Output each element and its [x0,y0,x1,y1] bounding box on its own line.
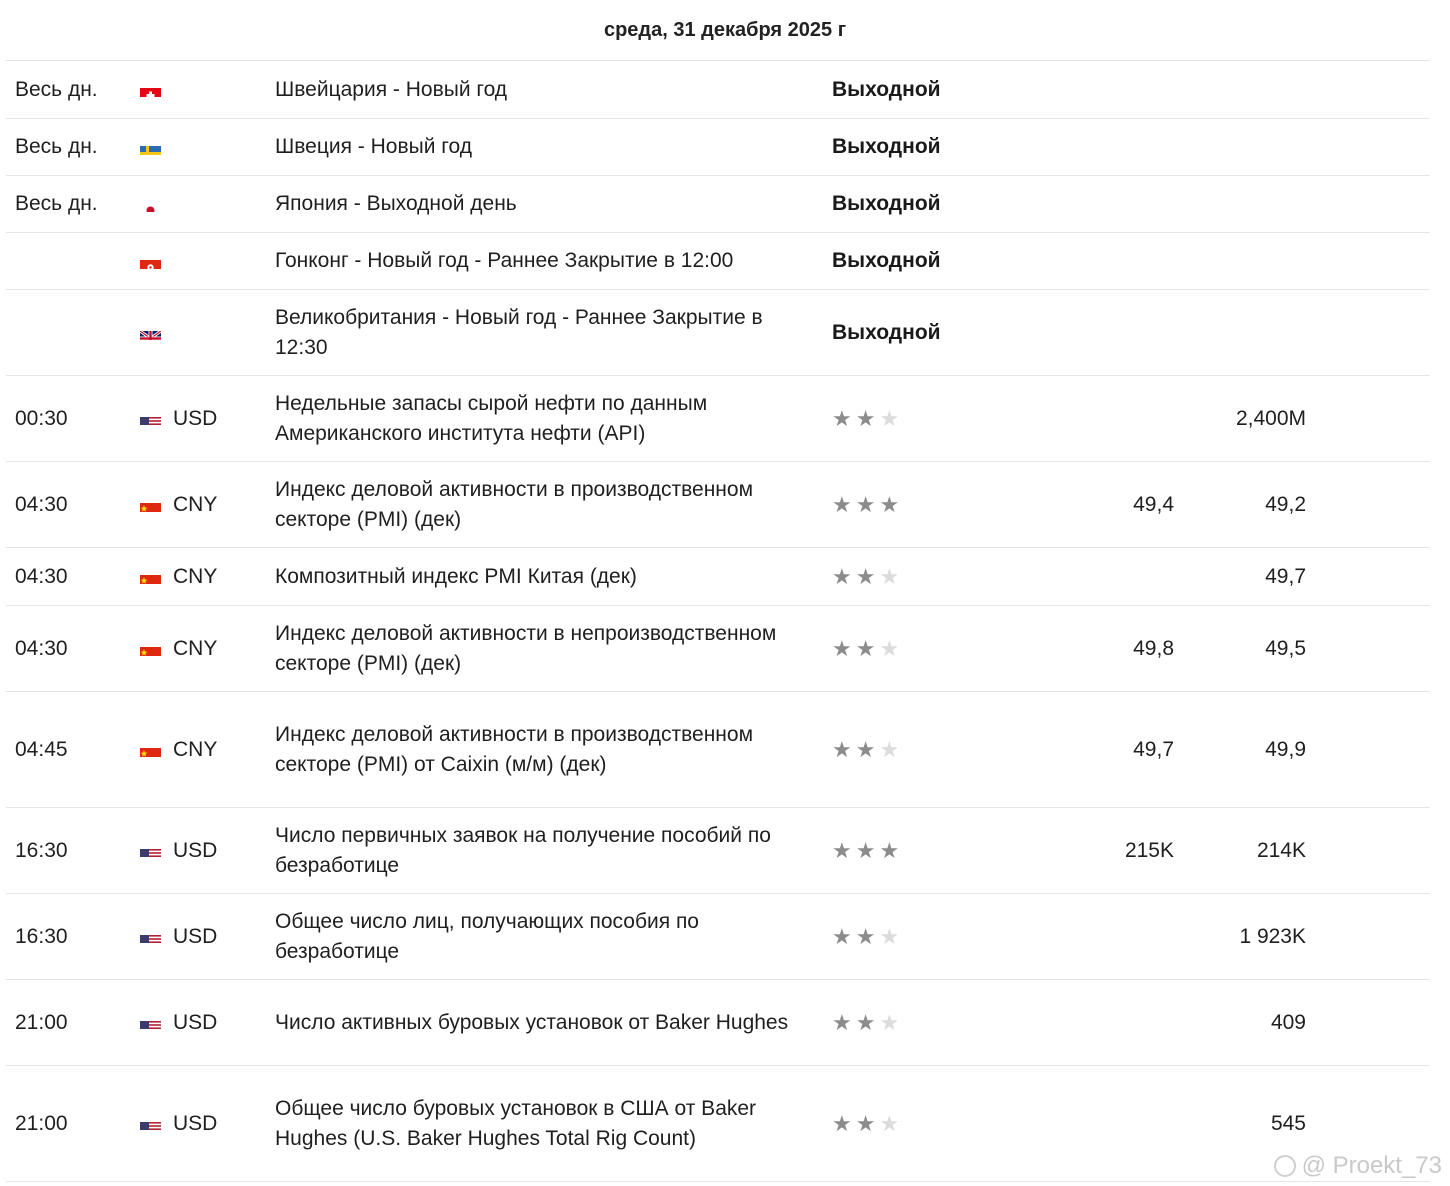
previous-value: 2,400M [1235,406,1306,430]
event-time: 21:00 [15,1111,68,1135]
china-flag-icon [140,641,161,656]
star-icon: ★ [855,837,876,863]
importance-stars [832,923,1032,949]
star-icon: ★ [832,837,852,863]
star-icon: ★ [879,563,900,589]
importance-cell [832,405,1032,431]
event-name[interactable]: Швеция - Новый год [275,135,472,158]
previous-value: 214K [1256,838,1306,862]
currency-cell [140,1008,275,1038]
previous-value: 49,7 [1265,564,1306,588]
star-icon: ★ [832,1009,852,1035]
star-icon: ★ [832,923,852,949]
currency-cell [140,197,275,212]
currency-code: USD [173,406,218,430]
currency-code: CNY [173,737,218,761]
calendar-row[interactable] [6,692,1430,808]
star-icon: ★ [855,736,876,762]
forecast-value: 215K [1124,838,1174,862]
watermark-text: @ Proekt_73 [1301,1152,1442,1179]
calendar-row[interactable] [6,808,1430,894]
event-name[interactable]: Общее число лиц, получающих пособия по безработице [275,909,699,963]
importance-cell [832,1110,1032,1136]
star-icon: ★ [855,1009,876,1035]
event-name[interactable]: Индекс деловой активности в производственном секторе (PMI) (дек) [275,477,754,531]
currency-cell [140,562,275,592]
holiday-label: Выходной [832,320,941,344]
event-time: 04:30 [15,492,68,516]
calendar-row[interactable] [6,980,1430,1066]
holiday-label: Выходной [832,77,941,101]
previous-value: 1 923K [1239,924,1306,948]
star-icon: ★ [855,405,876,431]
star-icon: ★ [832,563,852,589]
china-flag-icon [140,497,161,512]
importance-stars [832,635,1032,661]
economic-calendar-table [6,60,1430,1182]
importance-stars [832,837,1032,863]
switzerland-flag-icon [140,82,161,97]
event-name[interactable]: Индекс деловой активности в непроизводственном секторе (PMI) (дек) [275,621,777,675]
currency-cell [140,1109,275,1139]
star-icon: ★ [879,1110,900,1136]
event-time: Весь дн. [15,192,98,215]
currency-cell [140,404,275,434]
previous-value: 545 [1270,1111,1306,1135]
calendar-row[interactable] [6,548,1430,606]
importance-cell [832,318,1032,348]
star-icon: ★ [879,491,900,517]
currency-cell [140,735,275,765]
previous-value: 49,2 [1265,492,1306,516]
forecast-value: 49,8 [1133,636,1174,660]
japan-flag-icon [140,197,161,212]
star-icon: ★ [879,635,900,661]
usa-flag-icon [140,1015,161,1030]
currency-code: CNY [173,636,218,660]
importance-stars [832,405,1032,431]
importance-cell [832,1009,1032,1035]
event-name[interactable]: Япония - Выходной день [275,192,517,215]
event-name[interactable]: Великобритания - Новый год - Раннее Закрытие в 12:30 [275,305,763,359]
importance-stars [832,736,1032,762]
holiday-label: Выходной [832,135,941,158]
event-name[interactable]: Гонконг - Новый год - Раннее Закрытие в 12:00 [275,249,734,272]
previous-value: 49,9 [1265,737,1306,761]
usa-flag-icon [140,1116,161,1131]
calendar-row[interactable] [6,1066,1430,1182]
importance-cell [832,837,1032,863]
calendar-row[interactable] [6,61,1430,119]
event-time: 04:45 [15,737,68,761]
importance-cell [832,75,1032,105]
currency-cell [140,634,275,664]
currency-code: USD [173,838,218,862]
event-name[interactable]: Общее число буровых установок в США от Baker Hughes (U.S. Baker Hughes Total Rig Count) [275,1096,757,1150]
event-name[interactable]: Число активных буровых установок от Baker Hughes [275,1010,789,1034]
usa-flag-icon [140,411,161,426]
star-icon: ★ [832,491,852,517]
event-time: 16:30 [15,924,68,948]
calendar-row[interactable] [6,176,1430,233]
calendar-row[interactable] [6,894,1430,980]
china-flag-icon [140,742,161,757]
calendar-row[interactable] [6,376,1430,462]
calendar-row[interactable] [6,119,1430,176]
event-name[interactable]: Индекс деловой активности в производственном секторе (PMI) от Caixin (м/м) (дек) [275,722,754,776]
currency-cell [140,254,275,269]
watermark [1274,1152,1442,1180]
star-icon: ★ [855,491,876,517]
holiday-label: Выходной [832,249,941,272]
star-icon: ★ [855,1110,876,1136]
holiday-label: Выходной [832,192,941,215]
star-icon: ★ [879,736,900,762]
currency-cell [140,140,275,155]
currency-cell [140,922,275,952]
currency-code: CNY [173,492,218,516]
star-icon: ★ [879,1009,900,1035]
importance-stars [832,491,1032,517]
calendar-row[interactable] [6,462,1430,548]
china-flag-icon [140,569,161,584]
event-name[interactable]: Недельные запасы сырой нефти по данным Американского института нефти (API) [275,391,708,445]
event-time: 00:30 [15,406,68,430]
forecast-value: 49,7 [1133,737,1174,761]
star-icon: ★ [832,1110,852,1136]
star-icon: ★ [855,635,876,661]
hongkong-flag-icon [140,254,161,269]
event-time: 21:00 [15,1010,68,1034]
importance-stars [832,1110,1032,1136]
previous-value: 49,5 [1265,636,1306,660]
importance-cell [832,246,1032,276]
sweden-flag-icon [140,140,161,155]
importance-stars [832,563,1032,589]
importance-cell [832,563,1032,589]
usa-flag-icon [140,843,161,858]
event-name[interactable]: Композитный индекс PMI Китая (дек) [275,564,637,588]
star-icon: ★ [832,635,852,661]
currency-code: USD [173,1010,218,1034]
importance-cell [832,635,1032,661]
calendar-row[interactable] [6,290,1430,376]
star-icon: ★ [832,736,852,762]
importance-cell [832,491,1032,517]
uk-flag-icon [140,325,161,340]
event-name[interactable]: Число первичных заявок на получение пособий по безработице [275,823,771,877]
star-icon: ★ [879,837,900,863]
calendar-row[interactable] [6,233,1430,290]
importance-cell [832,736,1032,762]
previous-value: 409 [1270,1010,1306,1034]
importance-cell [832,132,1032,162]
currency-code: CNY [173,564,218,588]
star-icon: ★ [879,923,900,949]
star-icon: ★ [832,405,852,431]
importance-stars [832,1009,1032,1035]
currency-cell [140,82,275,97]
star-icon: ★ [855,923,876,949]
currency-cell [140,836,275,866]
currency-cell [140,490,275,520]
forecast-value: 49,4 [1133,492,1174,516]
watermark-logo-icon [1274,1155,1296,1177]
event-time: 04:30 [15,564,68,588]
currency-code: USD [173,924,218,948]
importance-cell [832,923,1032,949]
event-time: Весь дн. [15,77,98,101]
star-icon: ★ [855,563,876,589]
importance-cell [832,189,1032,219]
date-header: среда, 31 декабря 2025 г [603,18,847,41]
event-time: 16:30 [15,838,68,862]
event-time: 04:30 [15,636,68,660]
calendar-row[interactable] [6,606,1430,692]
event-name[interactable]: Швейцария - Новый год [275,77,508,101]
currency-code: USD [173,1111,218,1135]
star-icon: ★ [879,405,900,431]
currency-cell [140,325,275,340]
event-time: Весь дн. [15,135,98,158]
usa-flag-icon [140,929,161,944]
